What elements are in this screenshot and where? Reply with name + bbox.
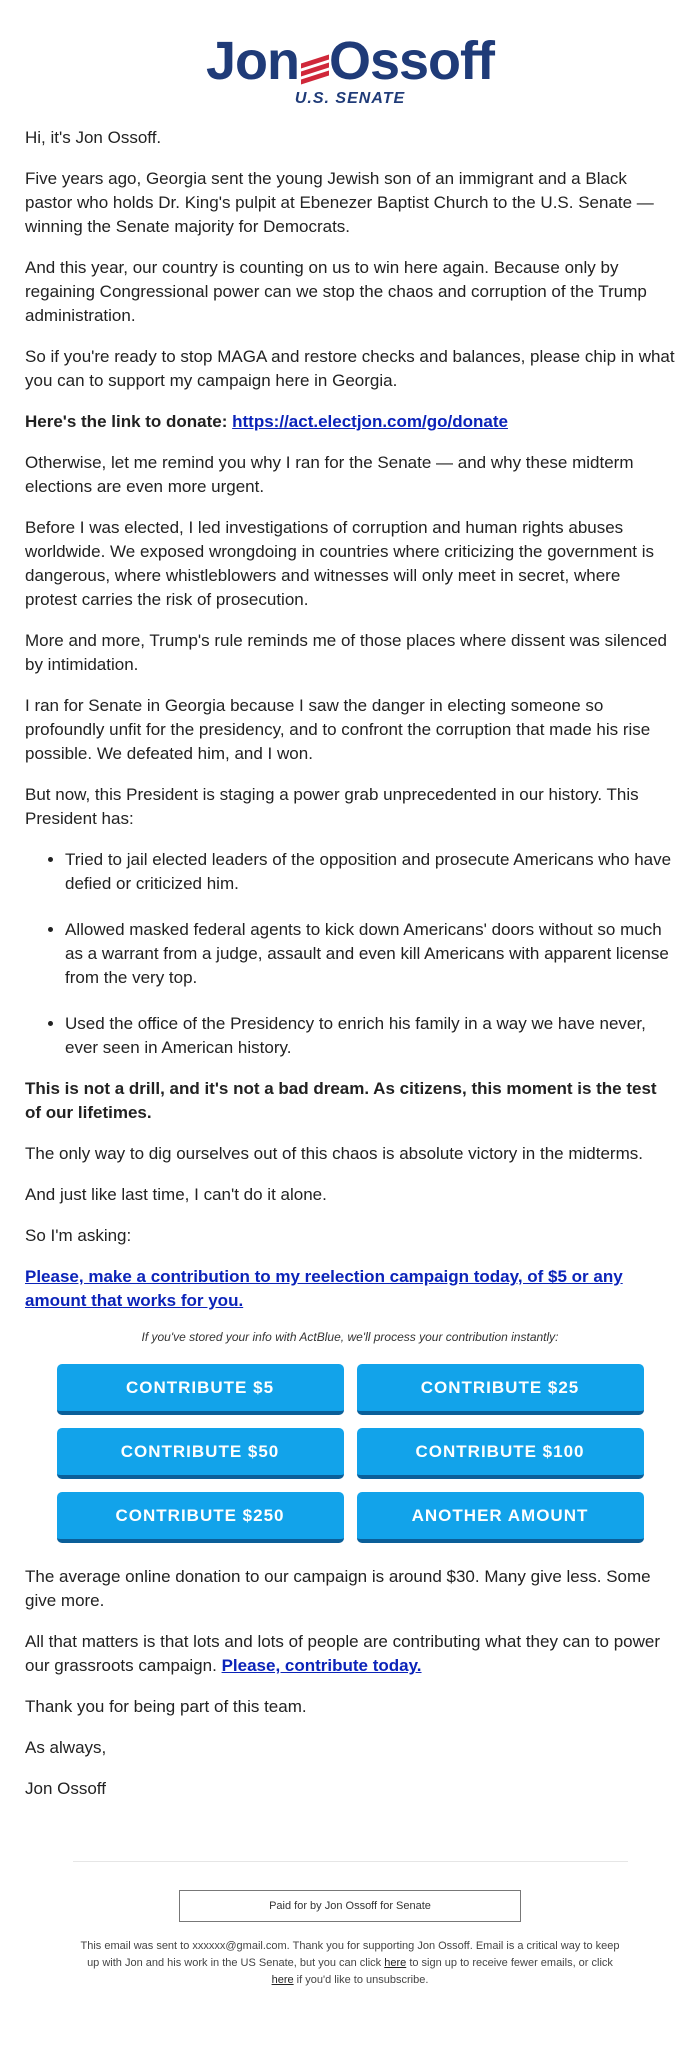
signature: Jon Ossoff [25, 1779, 106, 1798]
paragraph: The average online donation to our campaign is around $30. Many give less. Some give more. [25, 1567, 651, 1610]
donate-link[interactable]: https://act.electjon.com/go/donate [232, 412, 508, 431]
contribution-ask-link[interactable]: Please, make a contribution to my reelection campaign today, of $5 or any amount that works for you. [25, 1267, 623, 1310]
contribute-250-button[interactable]: CONTRIBUTE $250 [57, 1492, 344, 1543]
list-item: • Used the office of the Presidency to enrich his family in a way we have never, ever seen in American history. [65, 1012, 675, 1060]
paragraph: More and more, Trump's rule reminds me of those places where dissent was silenced by intimidation. [25, 631, 667, 674]
paragraph: And just like last time, I can't do it alone. [25, 1185, 327, 1204]
paragraph: Otherwise, let me remind you why I ran for the Senate — and why these midterm elections are even more urgent. [25, 453, 634, 496]
contribute-50-button[interactable]: CONTRIBUTE $50 [57, 1428, 344, 1479]
logo-first-name: Jon [205, 31, 299, 91]
paragraph: The only way to dig ourselves out of this chaos is absolute victory in the midterms. [25, 1144, 643, 1163]
paragraph: Five years ago, Georgia sent the young Jewish son of an immigrant and a Black pastor who holds Dr. King's pulpit at Ebenezer Baptist Church to the U.S. Senate — winning the Senate majority for Democrats. [25, 169, 654, 236]
footer-divider [73, 1861, 628, 1862]
president-actions-list [25, 848, 675, 1060]
list-item: • Allowed masked federal agents to kick down Americans' doors without so much as a warrant from a judge, assault and even kill Americans with apparent license from the very top. [65, 918, 675, 990]
paragraph: So I'm asking: [25, 1226, 132, 1245]
contribute-25-button[interactable]: CONTRIBUTE $25 [357, 1364, 644, 1415]
closing-section [0, 1565, 700, 1801]
paragraph: And this year, our country is counting on us to win here again. Because only by regaining Congressional power can we stop the chaos and corruption of the Trump administration. [25, 258, 647, 325]
footer-text-part: if you'd like to unsubscribe. [296, 1974, 429, 1986]
paragraph-text: All that matters is that lots and lots of people are contributing what they can to power our grassroots campaign. [25, 1632, 661, 1675]
footer-text-part: This email was sent to xxxxxx@gmail.com. Thank you for supporting Jon Ossoff. Email is a critical way to keep up with Jon and his work in the US Senate, but you can click [80, 1940, 620, 1969]
paragraph: Thank you for being part of this team. [25, 1697, 307, 1716]
donate-line [25, 410, 675, 434]
another-amount-button[interactable]: ANOTHER AMOUNT [357, 1492, 644, 1543]
list-item: • Tried to jail elected leaders of the opposition and prosecute Americans who have defied or criticized him. [65, 848, 675, 896]
footer-text [75, 1938, 625, 1989]
paragraph: Before I was elected, I led investigations of corruption and human rights abuses worldwide. We exposed wrongdoing in countries where criticizing the government is dangerous, where whistleblowers and witnesses will only meet in secret, where protest carries the risk of prosecution. [25, 518, 654, 609]
paid-for-disclaimer: Paid for by Jon Ossoff for Senate [179, 1890, 521, 1922]
email-footer [0, 1861, 700, 1989]
paragraph [25, 1630, 675, 1678]
campaign-logo[interactable] [0, 0, 700, 126]
greeting: Hi, it's Jon Ossoff. [25, 128, 162, 147]
footer-text-part: to sign up to receive fewer emails, or click [409, 1957, 613, 1969]
flag-stripes-icon [301, 53, 327, 83]
sign-off: As always, [25, 1738, 107, 1757]
paragraph: So if you're ready to stop MAGA and restore checks and balances, please chip in what you can to support my campaign here in Georgia. [25, 347, 675, 390]
contribute-100-button[interactable]: CONTRIBUTE $100 [357, 1428, 644, 1479]
logo-subtitle: U.S. SENATE [294, 90, 406, 107]
paragraph: I ran for Senate in Georgia because I saw the danger in electing someone so profoundly unfit for the presidency, and to confront the corruption that made his rise possible. We defeated him, and I won. [25, 696, 651, 763]
unsubscribe-link[interactable]: here [271, 1974, 294, 1986]
email-body [0, 126, 700, 1344]
logo-last-name: Ossoff [328, 31, 495, 91]
contribute-today-link[interactable]: Please, contribute today. [221, 1656, 422, 1675]
ask-paragraph [25, 1265, 675, 1313]
fewer-emails-link[interactable]: here [384, 1957, 407, 1969]
contribution-buttons [57, 1364, 644, 1543]
paragraph: But now, this President is staging a power grab unprecedented in our history. This President has: [25, 785, 639, 828]
donate-prefix: Here's the link to donate: [25, 412, 228, 431]
logo-wordmark [205, 31, 495, 91]
contribute-5-button[interactable]: CONTRIBUTE $5 [57, 1364, 344, 1415]
actblue-note: If you've stored your info with ActBlue, we'll process your contribution instantly: [141, 1330, 559, 1344]
emphasis-paragraph: This is not a drill, and it's not a bad dream. As citizens, this moment is the test of our lifetimes. [25, 1079, 657, 1122]
